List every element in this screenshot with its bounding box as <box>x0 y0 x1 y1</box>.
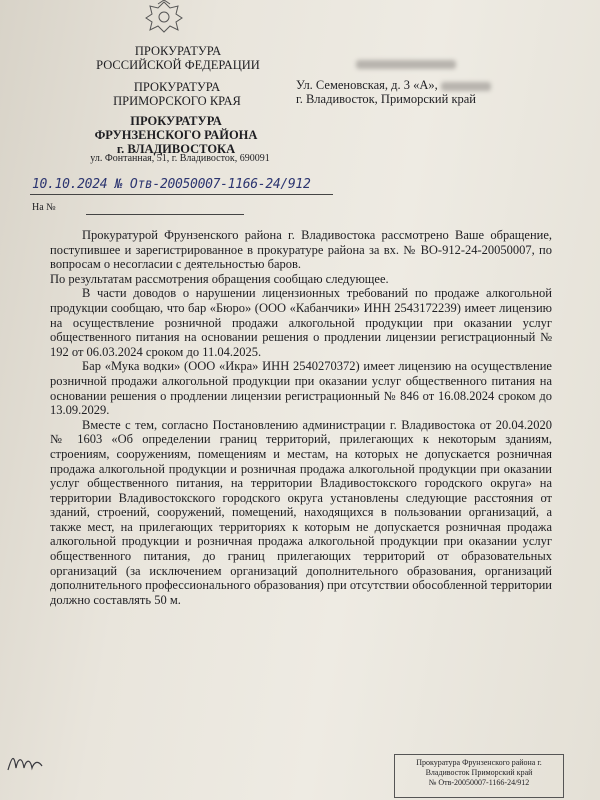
org-1-line1: ПРОКУРАТУРА <box>134 44 222 58</box>
reference-underline <box>30 194 333 195</box>
redacted-apartment <box>441 82 491 91</box>
letter-body <box>50 228 552 607</box>
org-header-rf <box>78 44 278 72</box>
redacted-name <box>356 58 556 72</box>
paragraph-5: Вместе с тем, согласно Постановлению администрации г. Владивостока от 20.04.2020 № 1603 «Об определении границ территорий, прилегающих к некоторым зданиям, строениям, сооружениям, помещениям и местам, на которых не допускается розничная продажа алкогольной продукции и розничная продажа алкогольной продукции при оказании услуг общественного питания, на территории Владивостокского городского округа» на территории Владивостокского городского округа установлены следующие расстояния от зданий, строений, сооружений, помещений, находящихся в пользовании организаций, а также мест, на прилегающих территориях к которым не допускается розничная продажа алкогольной продукции и розничная продажа алкогольной продукции при оказании услуг общественного питания, до границ прилегающих территорий от образовательных организаций (за исключением организаций дополнительного образования, организаций дополнительного профессионального образования) при отсутствии обособленной территории должно составлять 50 м. <box>50 417 552 607</box>
registration-stamp <box>394 754 564 798</box>
recipient-block <box>296 58 556 106</box>
recipient-street: Ул. Семеновская, д. 3 «А», <box>296 78 438 92</box>
paragraph-1: Прокуратурой Фрунзенского района г. Владивостока рассмотрено Ваше обращение, поступившее и зарегистрированное в прокуратуре района за вх. № ВО-912-24-20050007, по вопросам о несогласии с деятельностью баров. <box>50 228 552 272</box>
org-2-line2: ПРИМОРСКОГО КРАЯ <box>113 94 241 108</box>
org-3-line2: ФРУНЗЕНСКОГО РАЙОНА <box>94 128 258 142</box>
stamp-line2: Владивосток Приморский край <box>425 768 533 777</box>
org-2-line1: ПРОКУРАТУРА <box>133 80 221 94</box>
paragraph-4: Бар «Мука водки» (ООО «Икра» ИНН 2540270372) имеет лицензию на осуществление розничной продажи алкогольной продукции при оказании услуг общественного питания на основании решения о продлении лицензии регистрационный № 846 от 16.08.2024 сроком до 13.09.2029. <box>50 359 552 418</box>
org-1-line2: РОССИЙСКОЙ ФЕДЕРАЦИИ <box>96 58 260 72</box>
org-3-line1: ПРОКУРАТУРА <box>130 114 222 128</box>
org-header-district <box>66 114 286 156</box>
sender-address: ул. Фонтанная, 51, г. Владивосток, 690091 <box>90 153 270 164</box>
coat-of-arms-emblem <box>138 0 190 34</box>
na-underline <box>86 214 244 215</box>
stamp-line3: № Отв-20050007-1166-24/912 <box>428 778 530 787</box>
stamp-line1: Прокуратура Фрунзенского района г. <box>416 758 542 767</box>
paragraph-2: По результатам рассмотрения обращения сообщаю следующее. <box>50 271 389 286</box>
org-header-krai <box>72 80 282 108</box>
paragraph-3: В части доводов о нарушении лицензионных требований по продаже алкогольной продукции сообщаю, что бар «Бюро» (ООО «Кабанчики» ИНН 2543172239) имеет лицензию на осуществление розничной продажи алкогольной продукции при оказании услуг общественного питания на основании решения о продлении лицензии регистрационный № 192 от 06.03.2024 сроком до 11.04.2025. <box>50 286 552 359</box>
recipient-address-line <box>296 78 556 92</box>
handwritten-mark <box>6 746 46 776</box>
org-3-line3: г. ВЛАДИВОСТОКА <box>116 142 236 156</box>
handwritten-reference-number: 10.10.2024 № Отв-20050007-1166-24/912 <box>32 177 311 192</box>
recipient-city: г. Владивосток, Приморский край <box>296 92 476 106</box>
na-label: На № <box>32 202 56 213</box>
